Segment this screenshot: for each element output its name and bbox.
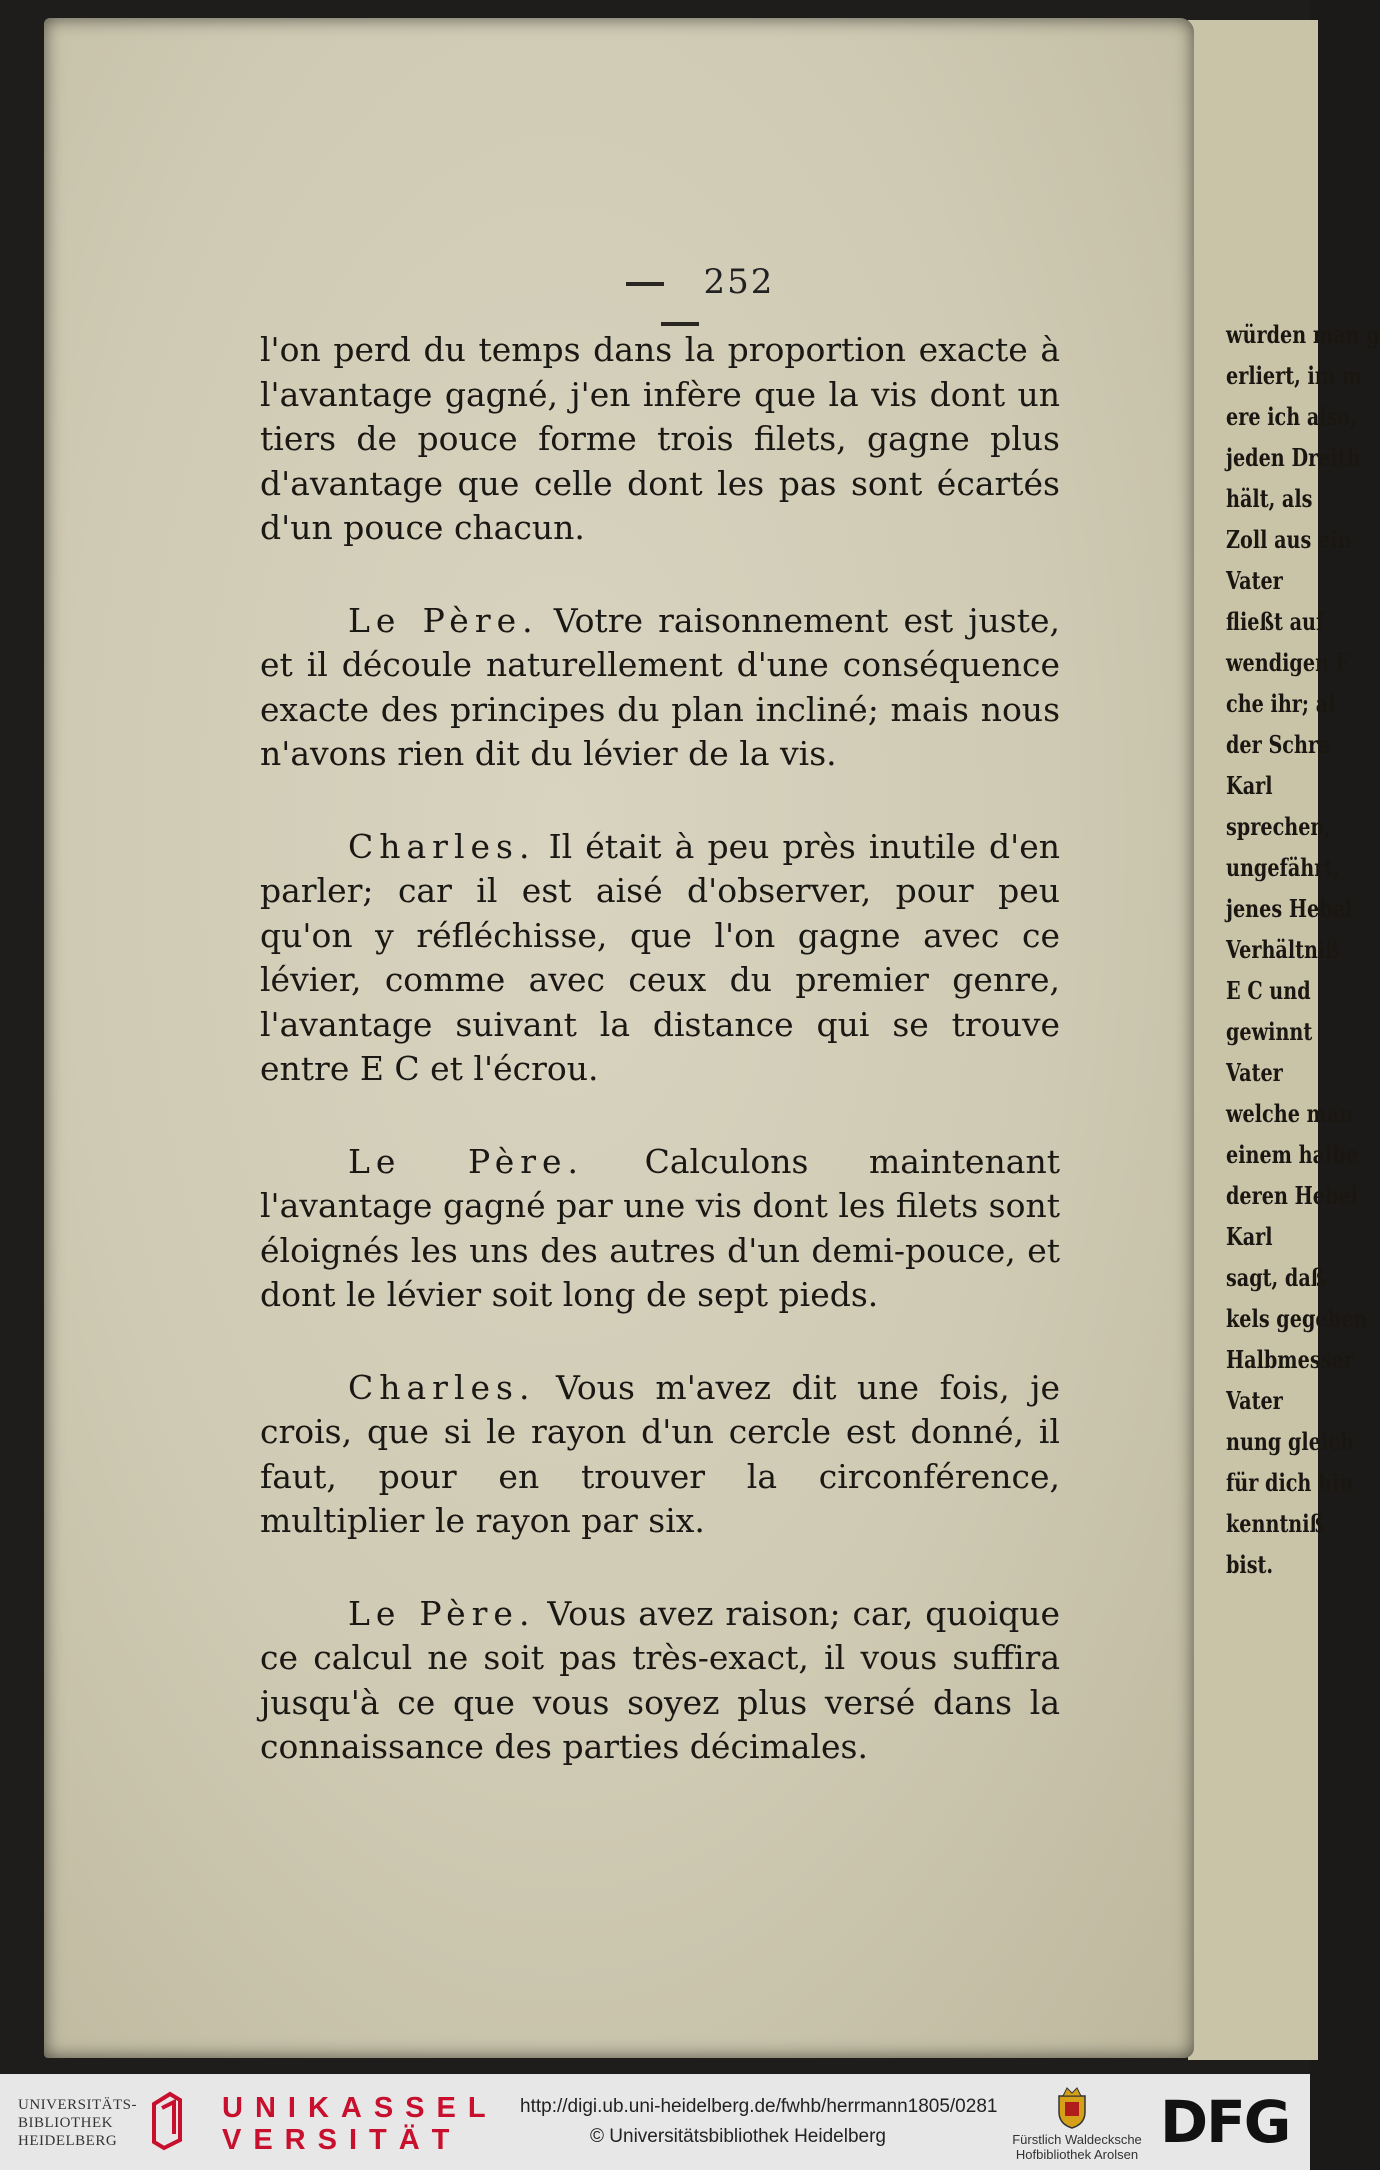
facing-page-fragment: Halbmesser [1226, 1345, 1354, 1374]
library-line: BIBLIOTHEK [18, 2115, 113, 2131]
kassel-line: UNIKASSEL [222, 2092, 498, 2124]
waldeck-line: Hofbibliothek Arolsen [1015, 2147, 1139, 2162]
paragraph [260, 599, 1060, 777]
facing-page-fragment: erliert, im m [1226, 361, 1363, 390]
paragraph-text: Calculons maintenant l'avantage gagné par une vis dont les filets sont éloignés les uns des autres d'un demi-pouce, et dont le lévier soit long de sept pieds. [260, 1141, 1060, 1314]
facing-page-fragment: Vater [1226, 566, 1283, 595]
paragraph-text: Il était à peu près inutile d'en parler; car il est aisé d'observer, pour peu qu'on y réfléchisse, que l'on gagne avec ce lévier, comme avec ceux du premier genre, l'avantage suivant la distance qui se trouve entre E C et l'écrou. [260, 826, 1060, 1088]
copyright-notice: © Universitätsbibliothek Heidelberg [590, 2126, 886, 2147]
speaker-label: Charles. [348, 1367, 536, 1407]
library-line: UNIVERSITÄTS- [18, 2097, 137, 2113]
permalink[interactable]: http://digi.ub.uni-heidelberg.de/fwhb/herrmann1805/0281 [520, 2096, 998, 2117]
page-body [260, 328, 1060, 1770]
facing-page-fragment: deren Hebel [1226, 1181, 1358, 1210]
facing-page-edge [1188, 20, 1380, 2060]
facing-page-fragment: jenes Hebel [1226, 894, 1353, 923]
waldeck-library-label [1012, 2132, 1142, 2162]
facing-page-fragment: nung gleich [1226, 1427, 1354, 1456]
facing-page-fragment: sagt, daß [1226, 1263, 1326, 1292]
facing-page-fragment: wendigen F [1226, 648, 1350, 677]
kassel-line: VERSITÄT [222, 2124, 462, 2156]
facing-page-fragment: für dich hin [1226, 1468, 1354, 1497]
heidelberg-library-logo [18, 2096, 137, 2150]
paragraph-text: Vous avez raison; car, quoique ce calcul ne soit pas très-exact, il vous suffira jusqu'à ce que vous soyez plus versé dans la connaissance des parties décimales. [260, 1593, 1061, 1766]
paragraph [260, 328, 1060, 551]
facing-page-fragment: welche man [1226, 1099, 1354, 1128]
waldeck-line: Fürstlich Waldecksche [1012, 2132, 1142, 2147]
coat-of-arms-icon [1055, 2086, 1089, 2130]
facing-page-fragment: Zoll aus ein [1226, 525, 1352, 554]
speaker-label: Le Père. [348, 600, 539, 640]
paragraph [260, 825, 1060, 1092]
speaker-label: Le Père. [348, 1593, 536, 1633]
facing-page-fragment: ere ich also, [1226, 402, 1357, 431]
speaker-label: Le Père. [348, 1141, 585, 1181]
facing-page-fragment: E C und [1226, 976, 1311, 1005]
paragraph [260, 1140, 1060, 1318]
speaker-label: Charles. [348, 826, 536, 866]
facing-page-fragment: kenntniß [1226, 1509, 1325, 1538]
paragraph-text: Vous m'avez dit une fois, je crois, que si le rayon d'un cercle est donné, il faut, pour en trouver la circonférence, multiplier le rayon par six. [260, 1367, 1060, 1540]
facing-page-fragment: kels gegeben [1226, 1304, 1368, 1333]
paragraph [260, 1366, 1060, 1544]
facing-page-fragment: ungefährt, [1226, 853, 1340, 882]
kassel-logo-icon [150, 2090, 184, 2150]
facing-page-fragment: Vater [1226, 1058, 1283, 1087]
digitization-footer [0, 2074, 1310, 2170]
facing-page-fragment: Verhältniß [1226, 935, 1340, 964]
facing-page-fragment: jeden Dreith [1226, 443, 1361, 472]
facing-page-fragment: gewinnt [1226, 1017, 1313, 1046]
header-dash-right [661, 322, 699, 326]
facing-page-fragment: würden man g [1226, 320, 1380, 349]
paragraph-text: Votre raisonnement est juste, et il découle naturellement d'une conséquence exacte des principes du plan incliné; mais nous n'avons rien dit du lévier de la vis. [260, 600, 1060, 773]
dfg-logo: DFG [1160, 2088, 1290, 2156]
kassel-wordmark [222, 2092, 498, 2156]
facing-page-fragment: Karl [1226, 1222, 1273, 1251]
facing-page-fragment: fließt auf [1226, 607, 1325, 636]
facing-page-fragment: sprechen, [1226, 812, 1332, 841]
facing-page-fragment: einem halbe [1226, 1140, 1359, 1169]
facing-page-fragment: hält, als [1226, 484, 1313, 513]
facing-page-fragment: der Schra [1226, 730, 1331, 759]
paragraph [260, 1592, 1060, 1770]
facing-page-fragment: che ihr; al [1226, 689, 1336, 718]
paragraph-text: l'on perd du temps dans la proportion exacte à l'avantage gagné, j'en infère que la vis dont un tiers de pouce forme trois filets, gagne plus d'avantage que celle dont les pas sont écartés d'un pouce chacun. [260, 330, 1060, 547]
page-number: 252 [703, 262, 775, 302]
facing-page-fragment: Karl [1226, 771, 1273, 800]
facing-page-fragment: Vater [1226, 1386, 1283, 1415]
header-dash-left [626, 282, 664, 286]
library-line: HEIDELBERG [18, 2133, 118, 2149]
facing-page-fragment: bist. [1226, 1550, 1274, 1579]
